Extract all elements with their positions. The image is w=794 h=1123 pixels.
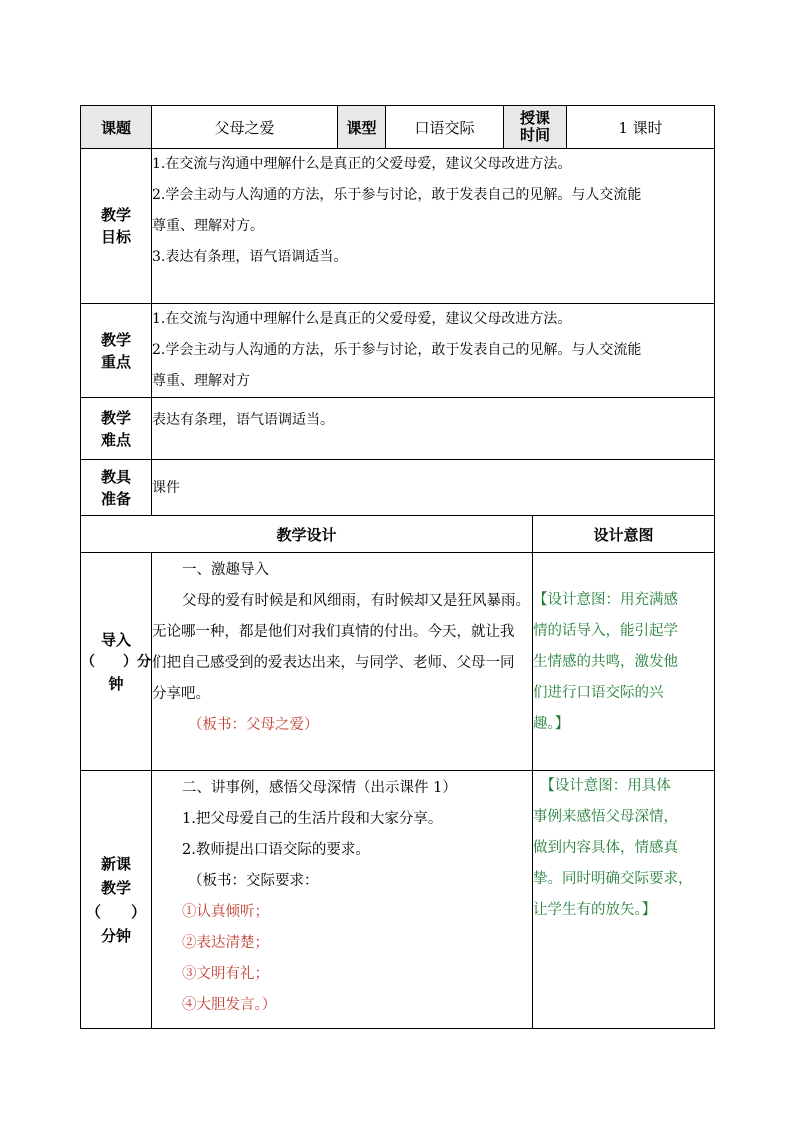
intro-row [81, 553, 715, 771]
goals-label-line1: 教学 [100, 206, 131, 224]
design-header-row [81, 516, 715, 553]
goals-line: 1.在交流与沟通中理解什么是真正的父爱母爱，建议父母改进方法。 [152, 156, 572, 172]
new-lesson-label-line2: 教学 [100, 878, 131, 897]
new-lesson-content [152, 771, 533, 1029]
new-lesson-row [81, 771, 715, 1029]
intro-intent [533, 553, 715, 771]
key-points-label-line2: 重点 [100, 352, 131, 371]
lesson-plan [80, 105, 714, 1029]
intro-label-line2: （ ）分 [81, 653, 151, 670]
intro-heading: 一、激趣导入 [182, 562, 269, 578]
intro-intent-line: 生情感的共鸣，激发他 [533, 654, 678, 670]
intro-label-line3: 钟 [108, 674, 124, 693]
topic-value: 父母之爱 [152, 106, 338, 149]
time-value: 1 课时 [567, 106, 715, 149]
time-label-line2: 时间 [520, 126, 551, 144]
header-row [81, 106, 715, 149]
intro-intent-line: 情的话导入，能引起学 [533, 623, 678, 639]
new-lesson-intent-line: 做到内容具体，情感真 [533, 840, 678, 856]
type-value: 口语交际 [386, 106, 504, 149]
new-lesson-step: 1.把父母爱自己的生活片段和大家分享。 [182, 811, 443, 827]
design-header: 教学设计 [81, 516, 533, 553]
requirement-item: ②表达清楚； [182, 935, 269, 951]
intro-line: 无论哪一种，都是他们对我们真情的付出。今天，就让我 [152, 624, 515, 640]
time-label [504, 106, 567, 149]
difficulties-label [81, 398, 152, 460]
tools-content: 课件 [152, 460, 715, 516]
tools-label-line1: 教具 [100, 467, 131, 486]
requirement-item: ④大胆发言。） [182, 997, 277, 1013]
goals-line: 2.学会主动与人沟通的方法，乐于参与讨论，敢于发表自己的见解。与人交流能 [152, 187, 642, 203]
key-points-label [81, 304, 152, 398]
goals-label [81, 149, 152, 304]
new-lesson-heading: 二、讲事例，感悟父母深情（出示课件 1） [182, 780, 457, 796]
requirement-item: ①认真倾听； [182, 904, 269, 920]
new-lesson-intent-line: 事例来感悟父母深情， [533, 809, 678, 825]
new-lesson-intent [533, 771, 715, 1029]
new-lesson-step: 2.教师提出口语交际的要求。 [182, 842, 370, 858]
new-lesson-label [81, 771, 152, 1029]
time-label-line1: 授课 [520, 109, 551, 127]
key-points-line: 尊重、理解对方 [152, 373, 250, 389]
lesson-plan-table [80, 105, 715, 1029]
tools-row [81, 460, 715, 516]
new-lesson-board: （板书：交际要求： [188, 873, 319, 889]
difficulties-label-line1: 教学 [100, 408, 131, 427]
new-lesson-intent-line: 【设计意图：用具体 [533, 778, 671, 794]
tools-label [81, 460, 152, 516]
intent-header: 设计意图 [533, 516, 715, 553]
intro-line: 们把自己感受到的爱表达出来，与同学、老师、父母一同 [152, 655, 515, 671]
intro-board: （板书：父母之爱） [188, 717, 319, 733]
difficulties-label-line2: 难点 [100, 430, 131, 449]
intro-label-line1: 导入 [100, 630, 131, 649]
key-points-row [81, 304, 715, 398]
goals-line: 3.表达有条理，语气语调适当。 [152, 249, 348, 265]
intro-line: 分享吧。 [152, 686, 210, 702]
new-lesson-label-line3: （ ） [85, 902, 146, 921]
key-points-line: 2.学会主动与人沟通的方法，乐于参与讨论，敢于发表自己的见解。与人交流能 [152, 342, 642, 358]
intro-intent-line: 【设计意图：用充满感 [533, 592, 678, 608]
difficulties-row [81, 398, 715, 460]
goals-line: 尊重、理解对方。 [152, 218, 264, 234]
key-points-content [152, 304, 715, 398]
new-lesson-intent-line: 挚。同时明确交际要求， [533, 871, 693, 887]
goals-content [152, 149, 715, 304]
goals-label-line2: 目标 [100, 228, 131, 246]
new-lesson-label-line1: 新课 [100, 854, 131, 873]
difficulties-content: 表达有条理，语气语调适当。 [152, 398, 715, 460]
goals-row [81, 149, 715, 304]
key-points-line: 1.在交流与沟通中理解什么是真正的父爱母爱，建议父母改进方法。 [152, 311, 572, 327]
tools-label-line2: 准备 [100, 489, 131, 508]
intro-intent-line: 们进行口语交际的兴 [533, 685, 664, 701]
key-points-label-line1: 教学 [100, 330, 131, 349]
intro-label [81, 553, 152, 771]
topic-label: 课题 [81, 106, 152, 149]
intro-content [152, 553, 533, 771]
intro-intent-line: 趣。】 [533, 716, 570, 732]
requirement-item: ③文明有礼； [182, 966, 269, 982]
new-lesson-label-line4: 分钟 [100, 926, 131, 945]
intro-line: 父母的爱有时候是和风细雨，有时候却又是狂风暴雨。 [182, 593, 530, 609]
type-label: 课型 [338, 106, 386, 149]
new-lesson-intent-line: 让学生有的放矢。】 [533, 902, 657, 918]
